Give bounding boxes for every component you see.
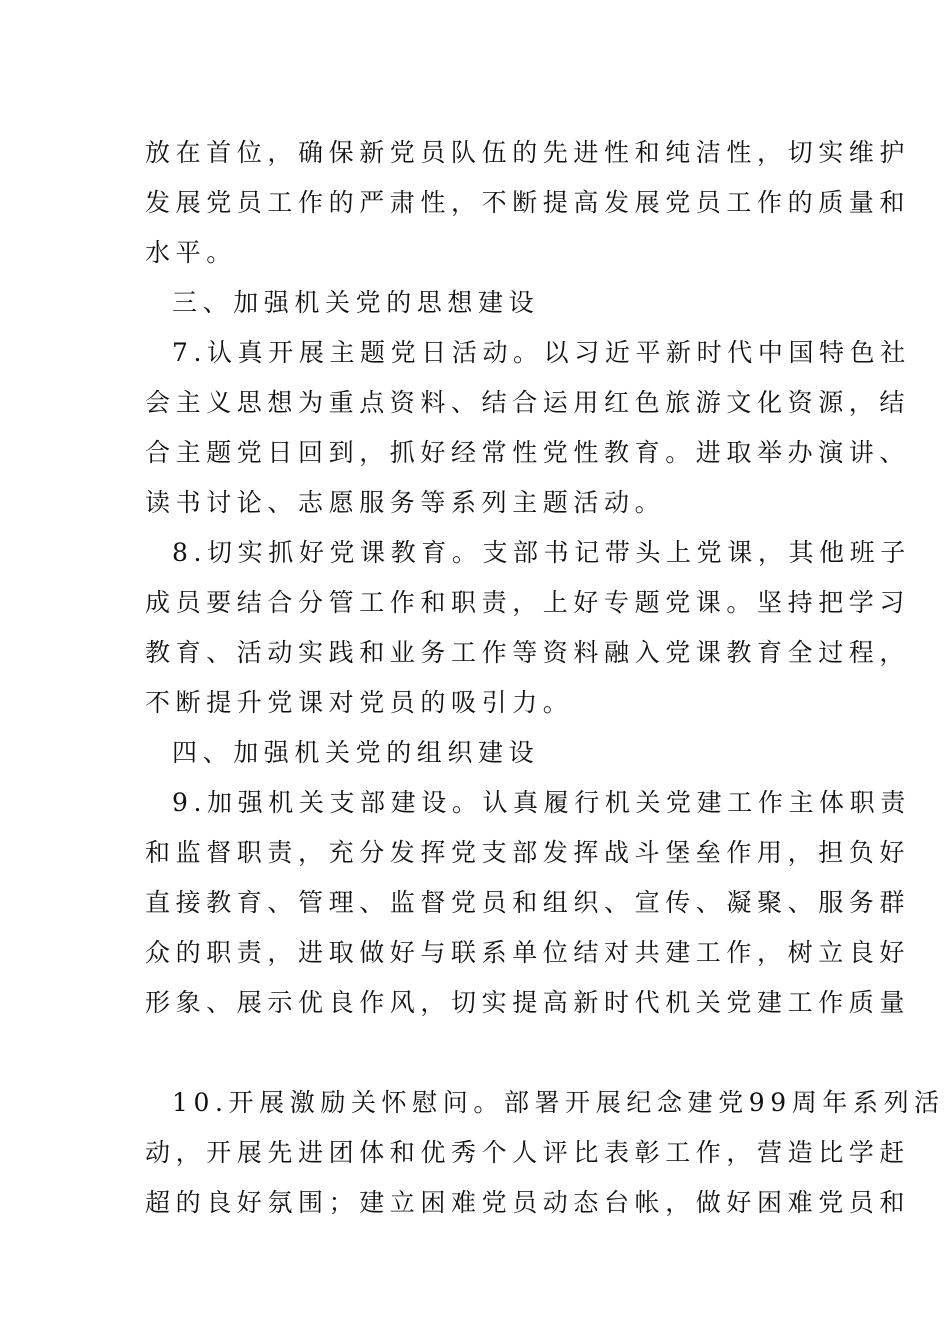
text-line: 9.加强机关支部建设。认真履行机关党建工作主体职责 [172,788,911,817]
text-line: 众的职责，进取做好与联系单位结对共建工作，树立良好 [145,938,911,967]
text-line: 会主义思想为重点资料、结合运用红色旅游文化资源，结 [145,388,911,417]
text-line: 合主题党日回到，抓好经常性党性教育。进取举办演讲、 [145,438,911,467]
text-line: 和监督职责，充分发挥党支部发挥战斗堡垒作用，担负好 [145,838,911,867]
text-line: 10.开展激励关怀慰问。部署开展纪念建党99周年系列活 [172,1088,945,1117]
text-line: 水平。 [145,238,237,267]
text-line: 读书讨论、志愿服务等系列主题活动。 [145,488,666,517]
text-line: 发展党员工作的严肃性，不断提高发展党员工作的质量和 [145,188,911,217]
text-line: 不断提升党课对党员的吸引力。 [145,688,574,717]
text-line: 放在首位，确保新党员队伍的先进性和纯洁性，切实维护 [145,138,911,167]
text-line: 7.认真开展主题党日活动。以习近平新时代中国特色社 [172,338,911,367]
text-line: 教育、活动实践和业务工作等资料融入党课教育全过程， [145,638,911,667]
text-line: 形象、展示优良作风，切实提高新时代机关党建工作质量 [145,988,911,1017]
section-heading: 三、加强机关党的思想建设 [172,288,540,317]
text-line: 成员要结合分管工作和职责，上好专题党课。坚持把学习 [145,588,911,617]
text-line: 动，开展先进团体和优秀个人评比表彰工作，营造比学赶 [145,1138,911,1167]
section-heading: 四、加强机关党的组织建设 [172,738,540,767]
text-line: 8.切实抓好党课教育。支部书记带头上党课，其他班子 [172,538,911,567]
text-line: 直接教育、管理、监督党员和组织、宣传、凝聚、服务群 [145,888,911,917]
text-line: 超的良好氛围；建立困难党员动态台帐，做好困难党员和 [145,1188,911,1217]
